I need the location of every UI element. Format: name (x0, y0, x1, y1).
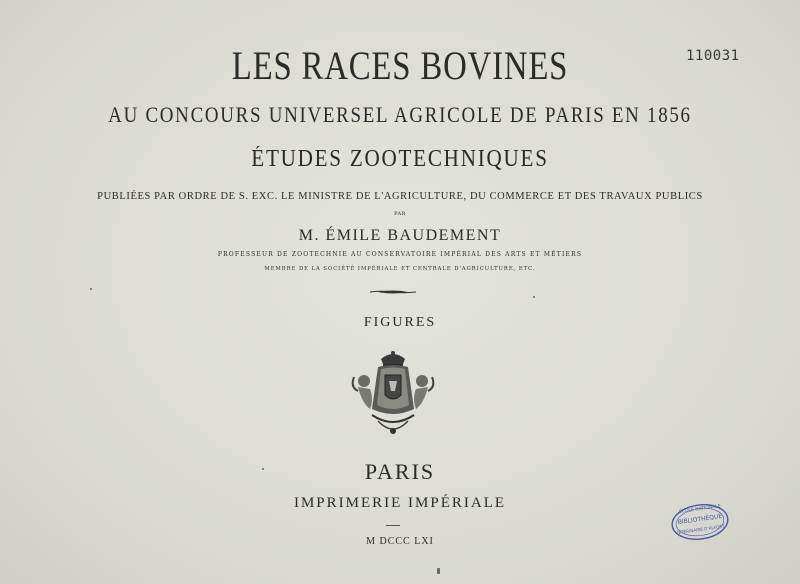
paper-fleck (262, 468, 264, 470)
author-membership: MEMBRE DE LA SOCIÉTÉ IMPÉRIALE ET CENTRALE D'AGRICULTURE, ETC. (264, 266, 536, 272)
published-by-line: PUBLIÉES PAR ORDRE DE S. EXC. LE MINISTRE DE L'AGRICULTURE, DU COMMERCE ET DES TRAVAUX PUBLICS (97, 191, 703, 202)
imperial-coat-of-arms-icon (348, 347, 438, 439)
author-title: PROFESSEUR DE ZOOTECHNIE AU CONSERVATOIRE IMPÉRIAL DES ARTS ET MÉTIERS (217, 251, 583, 258)
author-name: M. ÉMILE BAUDEMENT (298, 227, 502, 244)
book-subtitle: AU CONCOURS UNIVERSEL AGRICOLE DE PARIS EN 1856 (108, 102, 692, 127)
printer-name: IMPRIMERIE IMPÉRIALE (293, 495, 507, 511)
publication-year: M DCCC LXI (366, 536, 434, 547)
paper-fleck (437, 568, 440, 574)
decorative-rule-icon (370, 289, 416, 295)
section-figures: FIGURES (363, 315, 437, 330)
place-of-publication: PARIS (364, 459, 436, 484)
book-title: LES RACES BOVINES (231, 43, 569, 88)
paper-fleck (90, 288, 92, 290)
book-heading: ÉTUDES ZOOTECHNIQUES (251, 146, 549, 172)
par-label: PAR (394, 211, 406, 217)
divider (386, 525, 400, 526)
shelfmark-number: 110031 (686, 48, 740, 64)
stamp-line-2: BIBLIOTHÈQUE (677, 512, 723, 527)
stamp-line-3: VÉTÉRINAIRE D'ALFORT (675, 523, 725, 536)
paper-fleck (533, 296, 535, 298)
stamp-line-1: ÉCOLE NATIONALE (678, 504, 722, 515)
